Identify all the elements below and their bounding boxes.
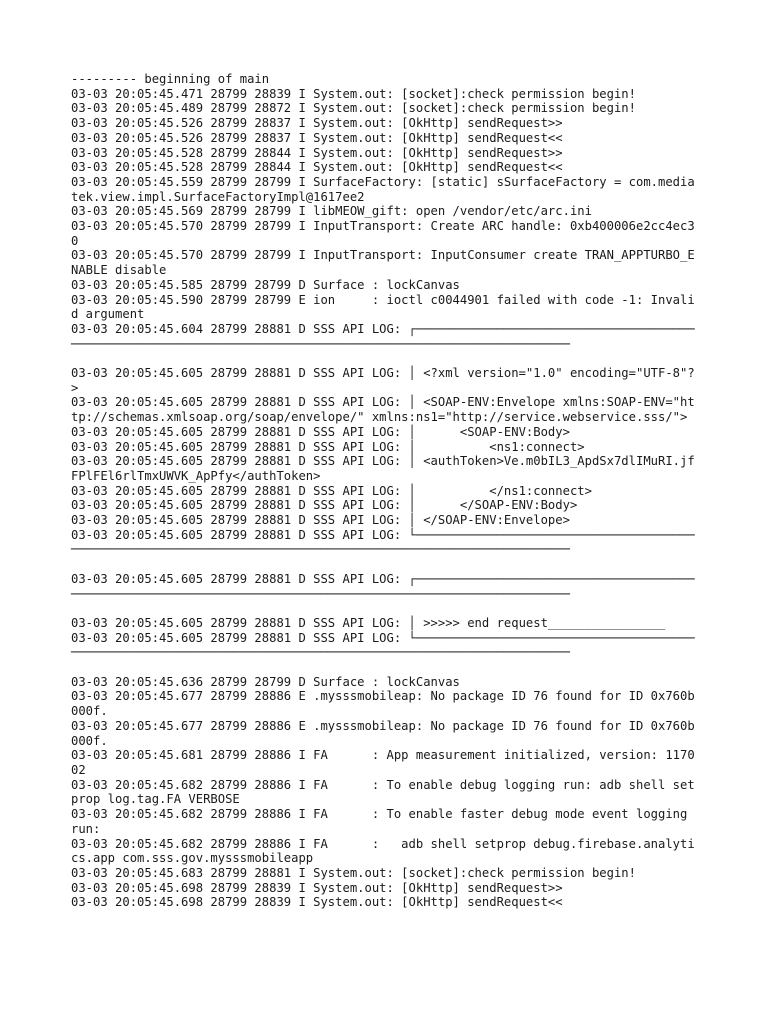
log-line: 03-03 20:05:45.585 28799 28799 D Surface : lockCanvas <box>71 277 460 292</box>
log-line: 03-03 20:05:45.605 28799 28881 D SSS API LOG: │ </ns1:connect> <box>71 483 592 498</box>
log-line: 03-03 20:05:45.605 28799 28881 D SSS API LOG: │ <?xml version="1.0" encoding="UTF-8"?> <box>71 366 695 395</box>
log-line: 03-03 20:05:45.605 28799 28881 D SSS API LOG: │ <authToken>Ve.m0bIL3_ApdSx7dlIMuRI.jfFPlFEl6rlTmxUWVK_ApPfy</authToken> <box>71 454 695 483</box>
log-line: 03-03 20:05:45.605 28799 28881 D SSS API LOG: │ </SOAP-ENV:Envelope> <box>71 513 570 528</box>
log-line: 03-03 20:05:45.605 28799 28881 D SSS API LOG: ┌────────────────────────────────────────────────────────────────────────────────────────────────────────── <box>71 571 695 601</box>
log-line <box>71 351 698 366</box>
log-line: 03-03 20:05:45.570 28799 28799 I InputTransport: InputConsumer create TRAN_APPTURBO_ENABLE disable <box>71 248 695 278</box>
log-line: 03-03 20:05:45.698 28799 28839 I System.out: [OkHttp] sendRequest<< <box>71 895 563 910</box>
log-line: 03-03 20:05:45.682 28799 28886 I FA : adb shell setprop debug.firebase.analytics.app com.sss.gov.mysssmobileapp <box>71 836 695 866</box>
log-line: 03-03 20:05:45.681 28799 28886 I FA : App measurement initialized, version: 117002 <box>71 748 695 777</box>
log-line: 03-03 20:05:45.636 28799 28799 D Surface : lockCanvas <box>71 674 460 689</box>
log-line: 03-03 20:05:45.569 28799 28799 I libMEOW_gift: open /vendor/etc/arc.ini <box>71 204 592 219</box>
log-line: --------- beginning of main <box>71 72 270 86</box>
log-line: 03-03 20:05:45.605 28799 28881 D SSS API LOG: │ <SOAP-ENV:Envelope xmlns:SOAP-ENV="http://schemas.xmlsoap.org/soap/envelope/" xmlns:ns1="http://service.webservice.sss/"> <box>71 395 695 425</box>
log-line: 03-03 20:05:45.605 28799 28881 D SSS API LOG: └────────────────────────────────────────────────────────────────────────────────────────────────────────── <box>71 527 695 557</box>
log-output <box>71 72 698 910</box>
log-line <box>71 557 698 572</box>
log-line <box>71 660 698 675</box>
log-line <box>71 601 698 616</box>
log-line: 03-03 20:05:45.605 28799 28881 D SSS API LOG: │ <SOAP-ENV:Body> <box>71 424 570 439</box>
log-line: 03-03 20:05:45.604 28799 28881 D SSS API LOG: ┌────────────────────────────────────────────────────────────────────────────────────────────────────────── <box>71 321 695 351</box>
log-line: 03-03 20:05:45.528 28799 28844 I System.out: [OkHttp] sendRequest>> <box>71 145 563 160</box>
log-line: 03-03 20:05:45.526 28799 28837 I System.out: [OkHttp] sendRequest>> <box>71 116 563 131</box>
log-line: 03-03 20:05:45.570 28799 28799 I InputTransport: Create ARC handle: 0xb400006e2cc4ec30 <box>71 219 695 248</box>
log-line: 03-03 20:05:45.677 28799 28886 E .mysssmobileap: No package ID 76 found for ID 0x760b000f. <box>71 689 695 719</box>
log-line: 03-03 20:05:45.698 28799 28839 I System.out: [OkHttp] sendRequest>> <box>71 880 563 895</box>
log-line: 03-03 20:05:45.471 28799 28839 I System.out: [socket]:check permission begin! <box>71 86 636 101</box>
log-line: 03-03 20:05:45.605 28799 28881 D SSS API LOG: └────────────────────────────────────────────────────────────────────────────────────────────────────────── <box>71 630 695 660</box>
log-line: 03-03 20:05:45.682 28799 28886 I FA : To enable debug logging run: adb shell setprop log.tag.FA VERBOSE <box>71 777 695 807</box>
log-line: 03-03 20:05:45.590 28799 28799 E ion : ioctl c0044901 failed with code -1: Invalid argument <box>71 292 695 322</box>
log-line: 03-03 20:05:45.526 28799 28837 I System.out: [OkHttp] sendRequest<< <box>71 130 563 145</box>
log-line: 03-03 20:05:45.683 28799 28881 I System.out: [socket]:check permission begin! <box>71 865 636 880</box>
log-line: 03-03 20:05:45.677 28799 28886 E .mysssmobileap: No package ID 76 found for ID 0x760b000f. <box>71 718 695 748</box>
log-line: 03-03 20:05:45.682 28799 28886 I FA : To enable faster debug mode event logging run: <box>71 807 695 836</box>
log-line: 03-03 20:05:45.559 28799 28799 I SurfaceFactory: [static] sSurfaceFactory = com.mediatek.view.impl.SurfaceFactoryImpl@1617ee2 <box>71 174 695 204</box>
log-line: 03-03 20:05:45.605 28799 28881 D SSS API LOG: │ >>>>> end request________________ <box>71 615 666 630</box>
log-line: 03-03 20:05:45.605 28799 28881 D SSS API LOG: │ <ns1:connect> <box>71 439 585 454</box>
log-line: 03-03 20:05:45.605 28799 28881 D SSS API LOG: │ </SOAP-ENV:Body> <box>71 498 578 513</box>
log-line: 03-03 20:05:45.528 28799 28844 I System.out: [OkHttp] sendRequest<< <box>71 160 563 175</box>
log-line: 03-03 20:05:45.489 28799 28872 I System.out: [socket]:check permission begin! <box>71 101 636 116</box>
